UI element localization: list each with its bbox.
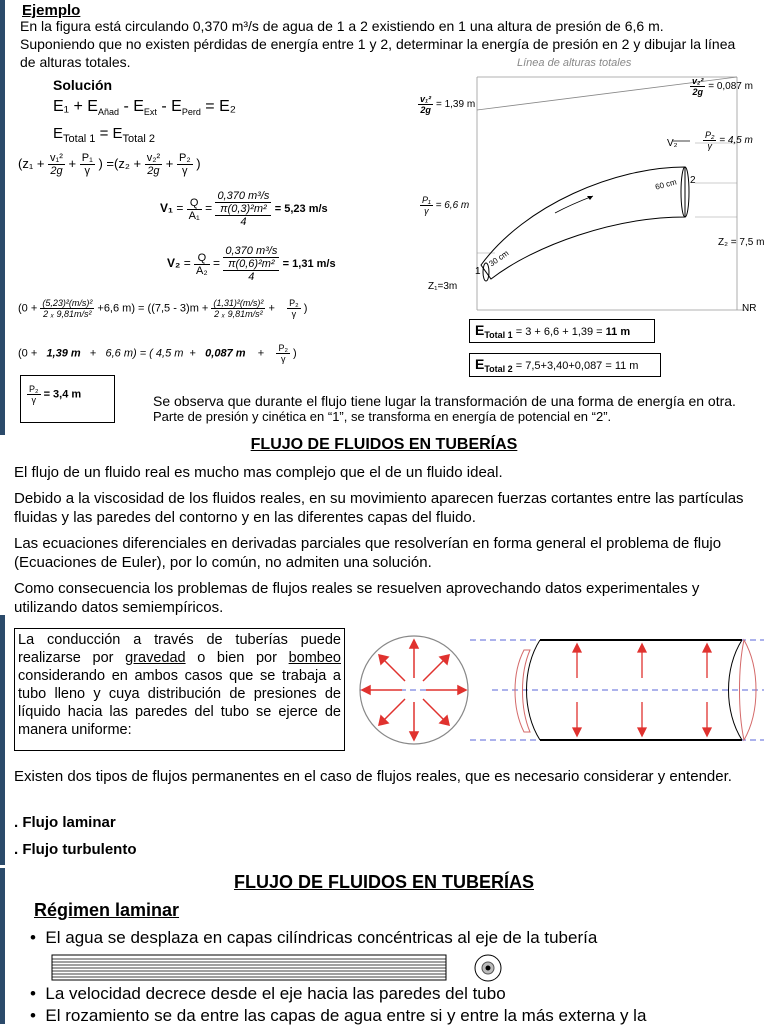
left-hatch [515,650,530,732]
p1-pressure-head: $\frac{\text{P₁}}{\gamma}$ = 6,6 m [422,195,470,216]
laminar-regime-heading: Régimen laminar [34,900,180,920]
inlet-diameter-label: 30 cm [487,248,511,269]
page-edge-band [0,0,5,435]
bernoulli-equation: (z₁ + $\frac{\text{v₁²}}{2g}$ + $\frac{\text{P₁}}{\gamma}$ ) =(z₂ + $\frac{\text{v₂²}}{2g}$ + $\frac{\text{P₂}}{\gamma}$ ) [18,152,201,177]
flow-types-intro: Existen dos tipos de flujos permanentes en el caso de flujos reales, que es necesario considerar y entender. [14,768,732,785]
section-1-heading: FLUJO DE FLUIDOS EN TUBERÍAS [250,436,518,453]
laminar-bullet-1: • El agua se desplaza en capas cilíndricas concéntricas al eje de la tubería [30,928,598,947]
point-1-label: 1 [475,266,481,277]
z1-label: Z₁=3m [428,281,458,292]
solution-label: Solución [53,77,113,93]
flow-arrow [555,196,593,213]
pressure-distribution-diagram [352,628,766,753]
energy-balance-row-1: (0 + $\frac{\text{(5,23)²(m/s)²}}{\text{2 ₓ 9,81m/s²}}$ +6,6 m) = ((7,5 - 3)m + $\frac{\text{(1,31)²(m/s)²}}{\text{2 ₓ 9,81m/s²}}$ + $\frac{\text{P₂}}{\gamma}$ ) [18,298,308,319]
total-energy-equation: $E_{Total 1} = E_{Total 2}$ [53,125,155,145]
v2-velocity-head: $\frac{\text{v₂²}}{2g}$ = 0,087 m [692,76,753,97]
flow-type-turbulent: . Flujo turbulento [14,841,137,858]
total-energy-2-box: $E_{Total 2} = 7,5+3,40+0,087 = 11$ m [469,353,661,377]
z2-label: Z₂ = 7,5 m [718,237,765,248]
v2-calculation: V₂ = $\frac{Q}{\text{A₂}}$ = 0,370 m³/s π(0,6)²m² 4 = 1,31 m/s [167,245,336,283]
v2-arrow-label: V₂ [667,138,678,149]
example-title: Ejemplo [22,2,81,19]
outlet-diameter-label: 60 cm [654,177,678,192]
total-energy-1-box: $E_{Total 1} = 3 + 6,6 + 1,39 = 11$ m [469,319,655,343]
energy-balance-row-2: (0 + 1,39 m + 6,6 m) = ( 4,5 m + 0,087 m + $\frac{\text{P₂}}{\gamma}$ ) [18,343,297,364]
flow-type-laminar: . Flujo laminar [14,814,116,831]
answer-box: $\frac{\text{P₂}}{\gamma}$ = 3,4 m [20,375,115,423]
laminar-layers-diagram [50,952,510,984]
laminar-bullet-3: • El rozamiento se da entre las capas de agua entre si y entre la más externa y la [30,1006,647,1025]
laminar-bullet-2: • La velocidad decrece desde el eje hacia las paredes del tubo [30,984,506,1003]
p2-pressure-head: $\frac{\text{P₂}}{\gamma}$ = 4,5 m [705,130,753,151]
section-2-heading: FLUJO DE FLUIDOS EN TUBERÍAS [233,872,534,892]
point-2-label: 2 [690,175,696,186]
example-statement: En la figura está circulando 0,370 m³/s de agua de 1 a 2 existiendo en 1 una altura de presión de 6,6 m. Suponiendo que no existen pérdidas de energía entre 1 y 2, determinar la energía de presión en 2 y dibujar la línea de alturas totales. [20,18,736,70]
energy-equation: $E_1 + E_{Añad} - E_{Ext} - E_{Perd} = E_2$ [53,98,236,118]
v1-calculation: V₁ = $\frac{Q}{\text{A₁}}$ = 0,370 m³/s π(0,3)²m² 4 = 5,23 m/s [160,190,328,228]
head-line-title: Línea de alturas totales [517,57,632,69]
pipe-conduction-box: La conducción a través de tuberías puede realizarse por gravedad o bien por bombeo considerando en ambos casos que se trabaja a tubo lleno y cuya distribución de presiones de líquido hacia las paredes del tubo se ejerce de manera uniforme: [14,628,345,751]
v1-velocity-head: $\frac{\text{v₁²}}{2g}$ = 1,39 m [420,94,476,115]
section-1-body: El flujo de un fluido real es mucho mas complejo que el de un fluido ideal. Debido a la viscosidad de los fluidos reales, en su movimiento aparecen fuerzas cortantes entre las partículas fluidas y las paredes del contorno y en las diferentes capas del fluido. Las ecuaciones diferenciales en derivadas parciales que resolverían en forma general el problema de flujo (Ecuaciones de Euler), por lo común, no admiten una solución. Como consecuencia los problemas de flujos reales se resuelven aprovechando datos experimentales y utilizando datos semiempíricos. [14,464,744,616]
page-edge-band [0,615,5,865]
flow-layers [52,959,446,977]
reference-level-label: NR [742,303,757,314]
observation-text: Se observa que durante el flujo tiene lugar la transformación de una forma de energía en otra. Parte de presión y cinética en “1”, se transforma en energía de potencial en “2”. [153,393,736,424]
